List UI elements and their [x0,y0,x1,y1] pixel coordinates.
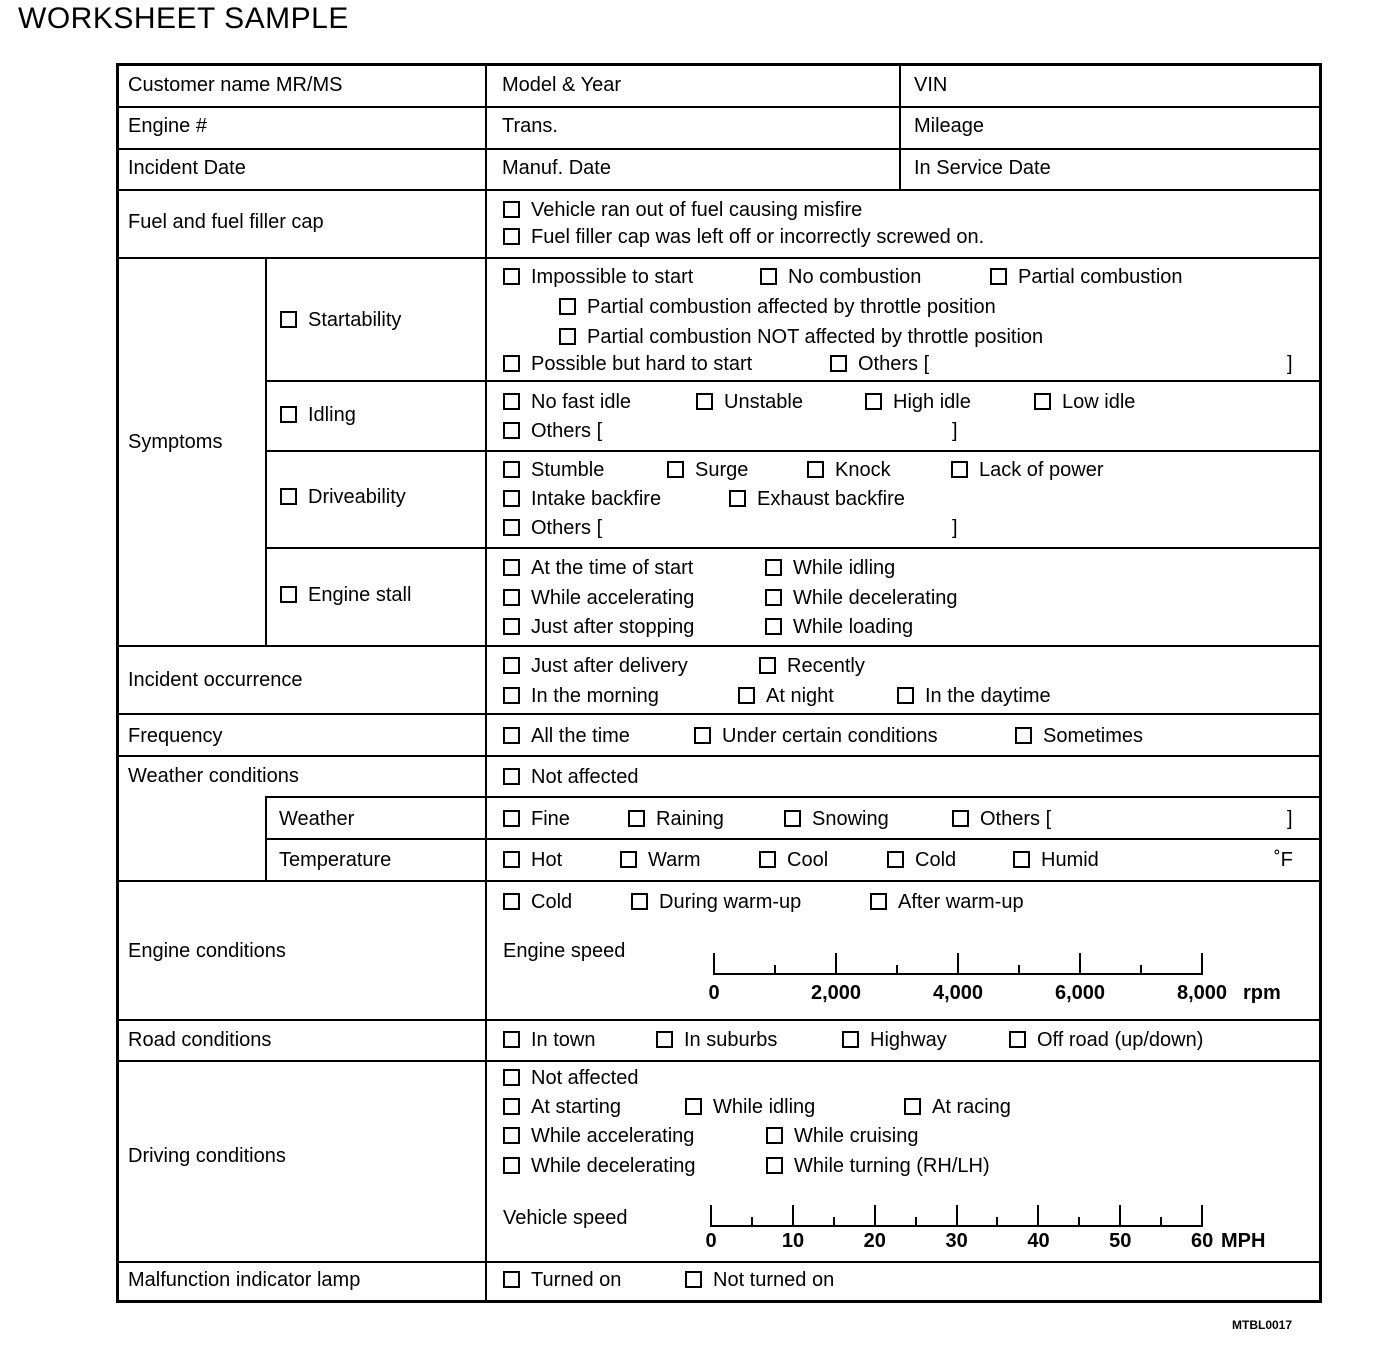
option-label: Snowing [812,808,889,830]
checkbox[interactable] [503,228,520,245]
checkbox[interactable] [503,1127,520,1144]
row-divider [119,755,1319,757]
option-label: Raining [656,808,724,830]
minor-tick [774,965,776,975]
option-label: In town [531,1029,596,1051]
checkbox[interactable] [503,893,520,910]
checkbox[interactable] [685,1098,702,1115]
option-label: No combustion [788,266,922,288]
checkbox[interactable] [631,893,648,910]
figure-code: MTBL0017 [1232,1318,1293,1332]
row-divider [265,838,1319,840]
checkbox[interactable] [842,1031,859,1048]
checkbox[interactable] [503,559,520,576]
option-label: While cruising [794,1125,919,1147]
option-label: Recently [787,655,865,677]
checkbox[interactable] [280,406,297,423]
scale-unit: rpm [1243,982,1281,1004]
minor-tick [996,1217,998,1227]
major-tick [956,1205,958,1227]
checkbox[interactable] [865,393,882,410]
checkbox[interactable] [503,268,520,285]
checkbox[interactable] [280,586,297,603]
checkbox[interactable] [628,810,645,827]
minor-tick [1018,965,1020,975]
option-label: Unstable [724,391,803,413]
option-label: At racing [932,1096,1011,1118]
checkbox[interactable] [696,393,713,410]
trans-label: Trans. [502,115,558,137]
option-label: While accelerating [531,587,695,609]
vehicle-speed-scale [710,1204,1203,1227]
vin-label: VIN [914,74,948,96]
option-label: Turned on [531,1269,622,1291]
option-label: Not affected [531,1067,639,1089]
option-label: Partial combustion NOT affected by throttle position [587,326,1044,348]
option-label: Cold [915,849,957,871]
checkbox[interactable] [1009,1031,1026,1048]
checkbox[interactable] [729,490,746,507]
option-label: Sometimes [1043,725,1144,747]
option-label: Just after stopping [531,616,695,638]
checkbox[interactable] [766,1127,783,1144]
engine-speed-scale [713,952,1203,975]
minor-tick [896,965,898,975]
option-label: Humid [1041,849,1099,871]
checkbox[interactable] [766,1157,783,1174]
option-label: High idle [893,391,971,413]
option-label: Stumble [531,459,605,481]
scale-label: 4,000 [933,982,984,1004]
symptoms-label: Symptoms [128,431,223,453]
scale-label: 50 [1109,1230,1132,1252]
incident-date-label: Incident Date [128,157,246,179]
page-title: WORKSHEET SAMPLE [18,2,349,35]
incident-occurrence-label: Incident occurrence [128,669,303,691]
checkbox[interactable] [760,268,777,285]
engine-speed-label: Engine speed [503,940,626,962]
checkbox[interactable] [503,1271,520,1288]
option-label: Others [ [980,808,1052,830]
option-label: Impossible to start [531,266,694,288]
option-label: Knock [835,459,891,481]
idling-label: Idling [308,404,356,426]
option-label: Cold [531,891,573,913]
option-label: Hot [531,849,563,871]
engine-stall-label: Engine stall [308,584,412,606]
mil-label: Malfunction indicator lamp [128,1269,361,1291]
major-tick [713,953,715,975]
option-label: Partial combustion [1018,266,1183,288]
row-divider [265,796,1319,798]
checkbox[interactable] [503,687,520,704]
option-label: Fuel filler cap was left off or incorrectly screwed on. [531,226,985,248]
model-year-label: Model & Year [502,74,621,96]
checkbox[interactable] [765,589,782,606]
option-label: While turning (RH/LH) [794,1155,990,1177]
option-label: At the time of start [531,557,694,579]
option-label: Vehicle ran out of fuel causing misfire [531,199,863,221]
checkbox[interactable] [503,490,520,507]
checkbox[interactable] [503,727,520,744]
row-divider [119,148,1319,150]
major-tick [957,953,959,975]
checkbox[interactable] [807,461,824,478]
temperature-label: Temperature [279,849,392,871]
row-divider [119,1019,1319,1021]
close-bracket: ] [1287,808,1293,830]
major-tick [874,1205,876,1227]
checkbox[interactable] [503,1157,520,1174]
row-divider [265,380,1319,382]
checkbox[interactable] [685,1271,702,1288]
checkbox[interactable] [887,851,904,868]
major-tick [1201,953,1203,975]
option-label: While idling [793,557,896,579]
row-divider [119,257,1319,259]
row-divider [119,880,1319,882]
option-label: Low idle [1062,391,1136,413]
option-label: Exhaust backfire [757,488,905,510]
option-label: Others [ [531,420,603,442]
minor-tick [1078,1217,1080,1227]
row-divider [265,547,1319,549]
option-label: No fast idle [531,391,632,413]
temperature-unit: ˚F [1274,849,1293,871]
column-divider [265,257,267,645]
option-label: Intake backfire [531,488,662,510]
customer-name-label: Customer name MR/MS [128,74,343,96]
checkbox[interactable] [503,768,520,785]
scale-label: 0 [708,982,720,1004]
option-label: In the daytime [925,685,1051,707]
column-divider [899,66,901,189]
checkbox[interactable] [765,559,782,576]
checkbox[interactable] [765,618,782,635]
scale-label: 2,000 [811,982,862,1004]
major-tick [710,1205,712,1227]
engine-conditions-label: Engine conditions [128,940,286,962]
minor-tick [751,1217,753,1227]
option-label: Partial combustion affected by throttle position [587,296,996,318]
engine-number-label: Engine # [128,115,207,137]
scale-label: 40 [1027,1230,1050,1252]
minor-tick [915,1217,917,1227]
checkbox[interactable] [694,727,711,744]
close-bracket: ] [1287,353,1293,375]
option-label: Lack of power [979,459,1104,481]
scale-label: 8,000 [1177,982,1228,1004]
option-label: All the time [531,725,630,747]
checkbox[interactable] [897,687,914,704]
checkbox[interactable] [870,893,887,910]
option-label: Not affected [531,766,639,788]
row-divider [265,450,1319,452]
option-label: At night [766,685,834,707]
option-label: Highway [870,1029,947,1051]
option-label: Cool [787,849,829,871]
checkbox[interactable] [990,268,1007,285]
checkbox[interactable] [759,657,776,674]
checkbox[interactable] [904,1098,921,1115]
option-label: Surge [695,459,749,481]
checkbox[interactable] [951,461,968,478]
checkbox[interactable] [759,851,776,868]
weather-label: Weather [279,808,355,830]
driveability-label: Driveability [308,486,406,508]
major-tick [1079,953,1081,975]
row-divider [119,1060,1319,1062]
manuf-date-label: Manuf. Date [502,157,611,179]
option-label: Off road (up/down) [1037,1029,1204,1051]
startability-label: Startability [308,309,402,331]
option-label: Warm [648,849,701,871]
scale-unit: MPH [1221,1230,1266,1252]
driving-conditions-label: Driving conditions [128,1145,286,1167]
option-label: In suburbs [684,1029,778,1051]
checkbox[interactable] [503,461,520,478]
checkbox[interactable] [667,461,684,478]
option-label: In the morning [531,685,659,707]
checkbox[interactable] [1034,393,1051,410]
option-label: During warm-up [659,891,802,913]
checkbox[interactable] [620,851,637,868]
option-label: Possible but hard to start [531,353,753,375]
major-tick [1119,1205,1121,1227]
checkbox[interactable] [830,355,847,372]
checkbox[interactable] [503,355,520,372]
minor-tick [1160,1217,1162,1227]
checkbox[interactable] [503,589,520,606]
close-bracket: ] [952,517,958,539]
service-date-label: In Service Date [914,157,1051,179]
scale-label: 10 [781,1230,805,1252]
checkbox[interactable] [503,1098,520,1115]
road-conditions-label: Road conditions [128,1029,272,1051]
checkbox[interactable] [280,488,297,505]
column-divider [485,66,487,1300]
major-tick [1037,1205,1039,1227]
option-label: While decelerating [531,1155,696,1177]
option-label: Under certain conditions [722,725,938,747]
option-label: While idling [713,1096,816,1118]
checkbox[interactable] [280,311,297,328]
frequency-label: Frequency [128,725,223,747]
vehicle-speed-label: Vehicle speed [503,1207,628,1229]
checkbox[interactable] [952,810,969,827]
checkbox[interactable] [503,393,520,410]
checkbox[interactable] [503,851,520,868]
option-label: Others [ [858,353,930,375]
checkbox[interactable] [503,657,520,674]
checkbox[interactable] [1013,851,1030,868]
column-divider [265,796,267,880]
checkbox[interactable] [503,1031,520,1048]
checkbox[interactable] [738,687,755,704]
option-label: While accelerating [531,1125,695,1147]
option-label: While loading [793,616,914,638]
checkbox[interactable] [503,519,520,536]
checkbox[interactable] [559,298,576,315]
row-divider [119,189,1319,191]
option-label: Others [ [531,517,603,539]
minor-tick [833,1217,835,1227]
row-divider [119,645,1319,647]
scale-label: 60 [1191,1230,1214,1252]
checkbox[interactable] [1015,727,1032,744]
option-label: Just after delivery [531,655,688,677]
close-bracket: ] [952,420,958,442]
scale-label: 6,000 [1055,982,1106,1004]
scale-label: 30 [945,1230,968,1252]
row-divider [119,1261,1319,1263]
scale-label: 0 [705,1230,717,1252]
checkbox[interactable] [503,201,520,218]
option-label: Fine [531,808,570,830]
checkbox[interactable] [784,810,801,827]
weather-conditions-label: Weather conditions [128,765,299,787]
row-divider [119,713,1319,715]
checkbox[interactable] [503,810,520,827]
checkbox[interactable] [559,328,576,345]
checkbox[interactable] [656,1031,673,1048]
checkbox[interactable] [503,618,520,635]
minor-tick [1140,965,1142,975]
major-tick [1201,1205,1203,1227]
major-tick [792,1205,794,1227]
option-label: While decelerating [793,587,958,609]
option-label: Not turned on [713,1269,835,1291]
fuel-label: Fuel and fuel filler cap [128,211,324,233]
mileage-label: Mileage [914,115,985,137]
major-tick [835,953,837,975]
row-divider [119,106,1319,108]
option-label: At starting [531,1096,622,1118]
scale-label: 20 [863,1230,886,1252]
checkbox[interactable] [503,422,520,439]
option-label: After warm-up [898,891,1024,913]
checkbox[interactable] [503,1069,520,1086]
